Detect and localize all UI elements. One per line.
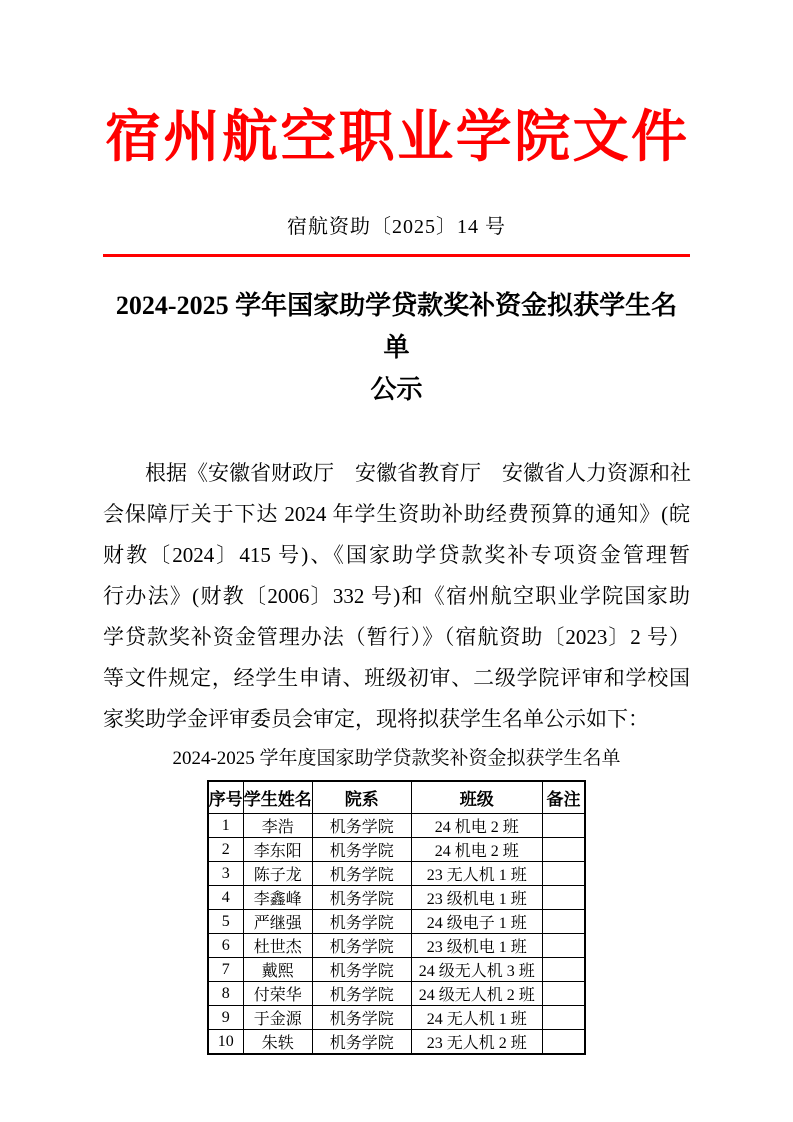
body-line: 根据《安徽省财政厅 安徽省教育厅 安徽省人力资源和社 bbox=[145, 461, 691, 485]
table-cell bbox=[542, 838, 585, 862]
table-cell: 李东阳 bbox=[243, 838, 312, 862]
table-cell: 机务学院 bbox=[312, 910, 411, 934]
table-cell: 机务学院 bbox=[312, 934, 411, 958]
table-row bbox=[208, 910, 586, 934]
table-cell: 4 bbox=[208, 886, 244, 910]
column-header: 院系 bbox=[312, 781, 411, 814]
table-cell: 机务学院 bbox=[312, 814, 411, 838]
body-line: 行办法》(财教〔2006〕332 号)和《宿州航空职业学院国家助 bbox=[103, 584, 690, 608]
table-cell: 机务学院 bbox=[312, 982, 411, 1006]
doc-title-line2: 公示 bbox=[370, 375, 423, 404]
table-row bbox=[208, 1006, 586, 1030]
table-row bbox=[208, 814, 586, 838]
table-cell: 24 机电 2 班 bbox=[411, 814, 542, 838]
doc-number: 宿航资助〔2025〕14 号 bbox=[287, 216, 506, 238]
table-cell: 24 机电 2 班 bbox=[411, 838, 542, 862]
table-cell: 机务学院 bbox=[312, 838, 411, 862]
body-line: 会保障厅关于下达 2024 年学生资助补助经费预算的通知》(皖 bbox=[103, 502, 690, 526]
column-header: 学生姓名 bbox=[243, 781, 312, 814]
doc-title bbox=[103, 285, 690, 411]
table-row bbox=[208, 934, 586, 958]
table-row bbox=[208, 1030, 586, 1055]
table-cell: 李浩 bbox=[243, 814, 312, 838]
table-cell: 24 级无人机 3 班 bbox=[411, 958, 542, 982]
table-cell bbox=[542, 958, 585, 982]
table-cell: 7 bbox=[208, 958, 244, 982]
table-cell: 23 级机电 1 班 bbox=[411, 934, 542, 958]
body-line: 财教〔2024〕415 号)、《国家助学贷款奖补专项资金管理暂 bbox=[103, 543, 690, 567]
table-cell bbox=[542, 886, 585, 910]
table-header-row bbox=[208, 781, 586, 814]
table-cell: 8 bbox=[208, 982, 244, 1006]
table-cell: 9 bbox=[208, 1006, 244, 1030]
table-row bbox=[208, 838, 586, 862]
table-cell: 23 无人机 1 班 bbox=[411, 862, 542, 886]
table-row bbox=[208, 862, 586, 886]
table-cell: 严继强 bbox=[243, 910, 312, 934]
table-cell: 6 bbox=[208, 934, 244, 958]
table-cell: 陈子龙 bbox=[243, 862, 312, 886]
table-cell: 机务学院 bbox=[312, 958, 411, 982]
table-cell bbox=[542, 982, 585, 1006]
table-row bbox=[208, 886, 586, 910]
body-line: 学贷款奖补资金管理办法（暂行）》（宿航资助〔2023〕2 号） bbox=[103, 625, 690, 649]
letterhead-title: 宿州航空职业学院文件 bbox=[105, 105, 688, 168]
table-cell: 于金源 bbox=[243, 1006, 312, 1030]
table-cell bbox=[542, 1006, 585, 1030]
column-header: 班级 bbox=[411, 781, 542, 814]
body-line: 等文件规定，经学生申请、班级初审、二级学院评审和学校国 bbox=[103, 666, 690, 690]
table-cell: 3 bbox=[208, 862, 244, 886]
table-cell: 机务学院 bbox=[312, 886, 411, 910]
table-cell: 付荣华 bbox=[243, 982, 312, 1006]
body-line: 家奖助学金评审委员会审定，现将拟获学生名单公示如下： bbox=[103, 707, 649, 731]
table-cell bbox=[542, 814, 585, 838]
table-cell: 24 级无人机 2 班 bbox=[411, 982, 542, 1006]
students-table bbox=[207, 780, 587, 1055]
red-divider bbox=[103, 254, 690, 257]
table-row bbox=[208, 958, 586, 982]
table-cell: 李鑫峰 bbox=[243, 886, 312, 910]
table-cell: 10 bbox=[208, 1030, 244, 1055]
column-header: 备注 bbox=[542, 781, 585, 814]
table-cell: 23 级机电 1 班 bbox=[411, 886, 542, 910]
doc-title-line1: 2024-2025 学年国家助学贷款奖补资金拟获学生名单 bbox=[115, 291, 678, 362]
table-cell bbox=[542, 862, 585, 886]
table-cell: 机务学院 bbox=[312, 1030, 411, 1055]
table-cell: 朱轶 bbox=[243, 1030, 312, 1055]
table-cell bbox=[542, 1030, 585, 1055]
table-row bbox=[208, 982, 586, 1006]
column-header: 序号 bbox=[208, 781, 244, 814]
table-cell: 24 级电子 1 班 bbox=[411, 910, 542, 934]
table-cell: 杜世杰 bbox=[243, 934, 312, 958]
table-caption: 2024-2025 学年度国家助学贷款奖补资金拟获学生名单 bbox=[172, 748, 621, 769]
table-cell: 5 bbox=[208, 910, 244, 934]
table-cell: 24 无人机 1 班 bbox=[411, 1006, 542, 1030]
table-cell: 机务学院 bbox=[312, 862, 411, 886]
table-cell: 23 无人机 2 班 bbox=[411, 1030, 542, 1055]
table-cell: 1 bbox=[208, 814, 244, 838]
table-cell bbox=[542, 910, 585, 934]
table-cell bbox=[542, 934, 585, 958]
table-cell: 戴熙 bbox=[243, 958, 312, 982]
body-paragraph bbox=[103, 453, 690, 740]
table-cell: 2 bbox=[208, 838, 244, 862]
table-cell: 机务学院 bbox=[312, 1006, 411, 1030]
